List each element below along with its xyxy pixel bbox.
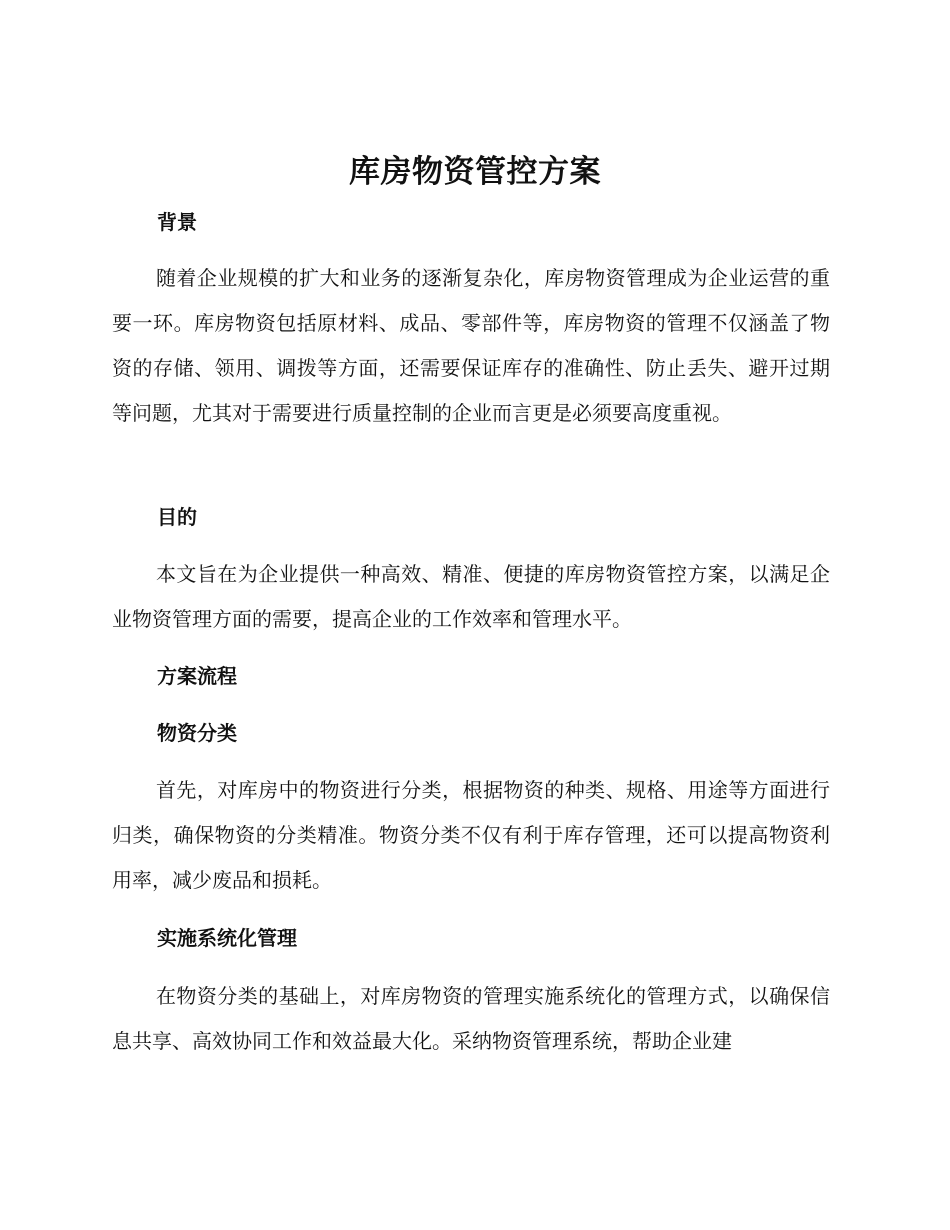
section-heading-process: 方案流程 bbox=[157, 664, 237, 688]
section-heading-classification: 物资分类 bbox=[157, 721, 237, 745]
section-heading-systematic: 实施系统化管理 bbox=[157, 926, 297, 950]
section-heading-background: 背景 bbox=[157, 210, 197, 234]
paragraph-purpose: 本文旨在为企业提供一种高效、精准、便捷的库房物资管控方案，以满足企业物资管理方面的需要，提高企业的工作效率和管理水平。 bbox=[112, 562, 830, 631]
section-heading-purpose: 目的 bbox=[157, 505, 197, 529]
paragraph-systematic: 在物资分类的基础上，对库房物资的管理实施系统化的管理方式，以确保信息共享、高效协同工作和效益最大化。采纳物资管理系统，帮助企业建 bbox=[112, 984, 830, 1053]
document-title: 库房物资管控方案 bbox=[349, 154, 601, 190]
paragraph-classification: 首先，对库房中的物资进行分类，根据物资的种类、规格、用途等方面进行归类，确保物资的分类精准。物资分类不仅有利于库存管理，还可以提高物资利用率，减少废品和损耗。 bbox=[112, 778, 830, 892]
paragraph-background: 随着企业规模的扩大和业务的逐渐复杂化，库房物资管理成为企业运营的重要一环。库房物资包括原材料、成品、零部件等，库房物资的管理不仅涵盖了物资的存储、领用、调拨等方面，还需要保证库存的准确性、防止丢失、避开过期等问题，尤其对于需要进行质量控制的企业而言更是必须要高度重视。 bbox=[112, 266, 830, 425]
